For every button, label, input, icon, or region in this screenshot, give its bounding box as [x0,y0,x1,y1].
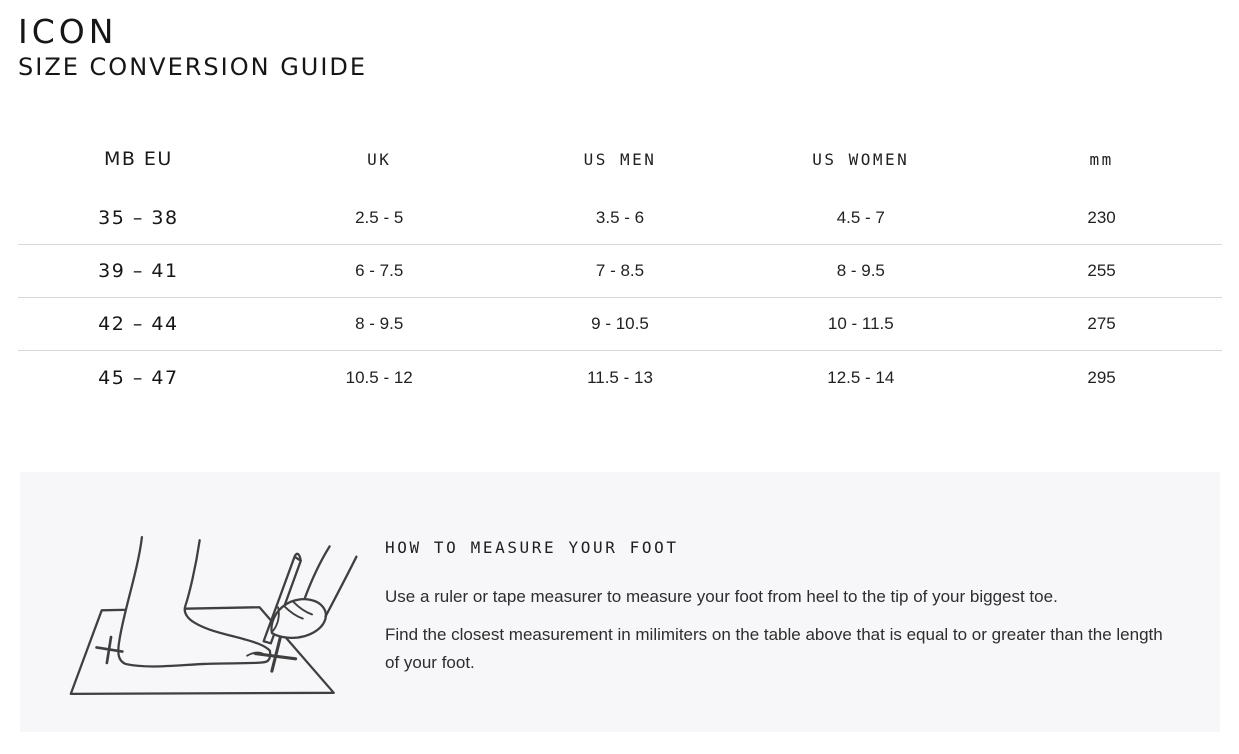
cell-uk: 6 - 7.5 [355,261,404,280]
cell-us-women: 12.5 - 14 [827,367,895,387]
measure-paragraph-2: Find the closest measurement in milimiters on the table above that is equal to or greater than the length of your foot. [385,625,1163,672]
column-header-mm: mm [1089,149,1114,169]
size-conversion-table [18,126,1222,404]
how-to-measure-panel [20,472,1220,732]
cell-us-women: 8 - 9.5 [836,261,885,280]
cell-uk: 2.5 - 5 [355,208,404,227]
measure-paragraph-1: Use a ruler or tape measurer to measure your foot from heel to the tip of your biggest toe. [385,587,1058,606]
cell-mm: 255 [1087,261,1116,280]
measure-heading: HOW TO MEASURE YOUR FOOT [385,538,679,557]
brand-title: ICON [18,12,118,51]
table-row [18,192,1222,245]
title-block [0,0,1239,82]
cell-us-men: 3.5 - 6 [595,208,645,227]
column-header-uk: UK [367,149,392,169]
cell-eu: 39 – 41 [98,260,179,282]
cell-mm: 230 [1087,208,1116,227]
cell-mm: 295 [1087,367,1116,387]
foot-measurement-illustration [20,472,375,732]
cell-eu: 45 – 47 [98,366,179,389]
column-header-us-women: US WOMEN [812,149,910,169]
table-row [18,351,1222,404]
cell-us-women: 10 - 11.5 [827,314,894,333]
measure-instructions [375,472,1220,732]
page-subtitle: SIZE CONVERSION GUIDE [18,53,368,81]
column-header-mb-eu: MB EU [103,148,173,170]
table-header-row [18,126,1222,192]
cell-eu: 42 – 44 [98,313,179,335]
cell-eu: 35 – 38 [98,207,179,229]
cell-us-men: 11.5 - 13 [587,367,653,387]
column-header-us-men: US MEN [583,149,657,169]
cell-uk: 8 - 9.5 [355,314,404,333]
cell-uk: 10.5 - 12 [345,367,413,387]
cell-us-men: 9 - 10.5 [591,314,649,333]
table-row [18,245,1222,298]
foot-measurement-drawing-svg [45,484,375,716]
cell-us-men: 7 - 8.5 [595,261,645,280]
cell-us-women: 4.5 - 7 [836,208,885,227]
table-row [18,298,1222,351]
cell-mm: 275 [1087,314,1116,333]
